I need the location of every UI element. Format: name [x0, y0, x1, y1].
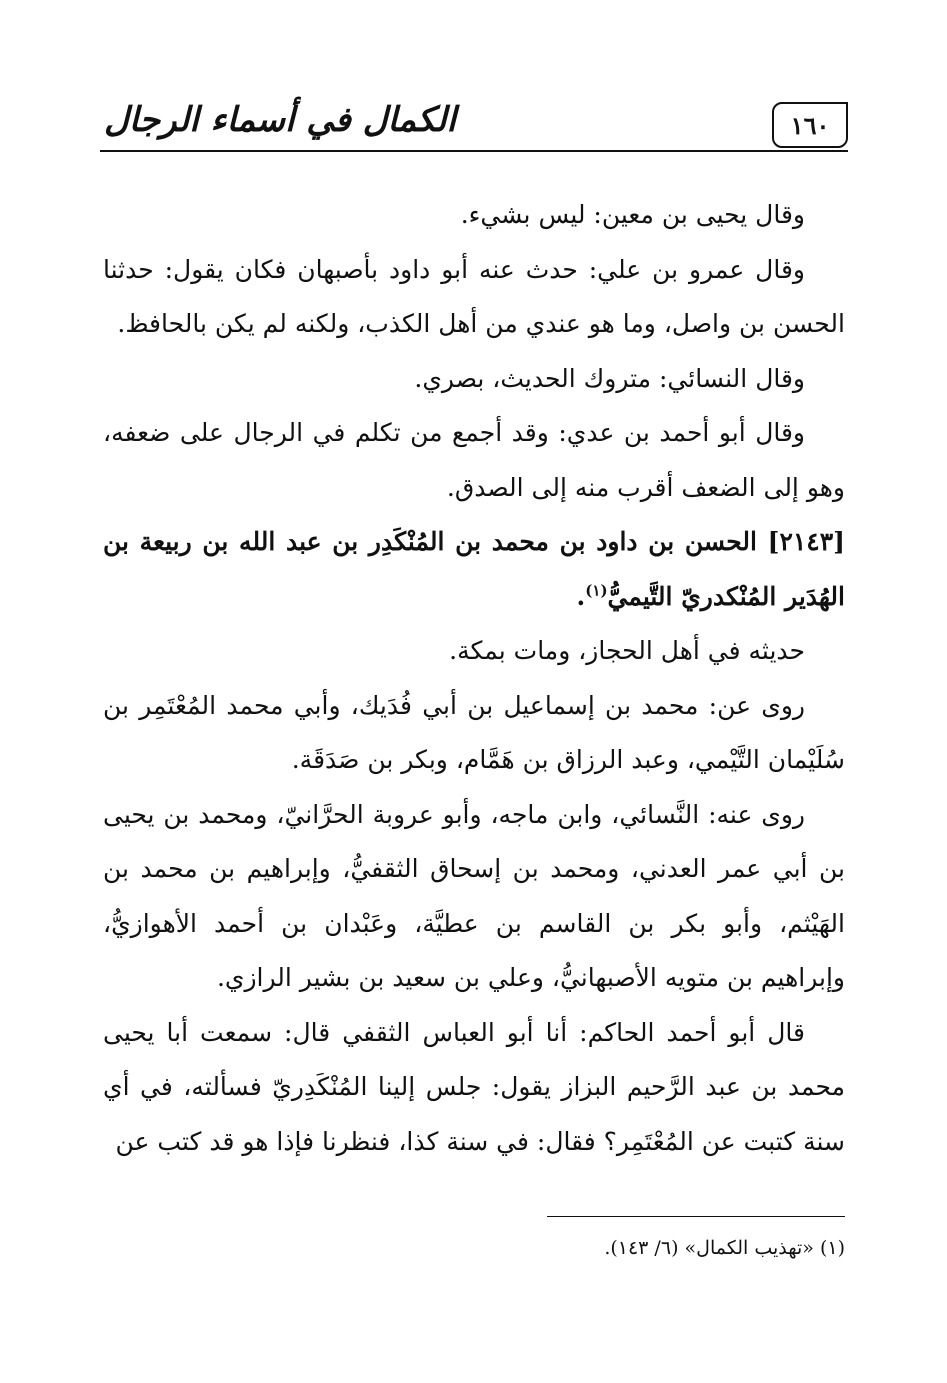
paragraph-abu-ahmad-hakim: قال أبو أحمد الحاكم: أنا أبو العباس الثقفي قال: سمعت أبا يحيى محمد بن عبد الرَّحيم البزاز يقول: جلس إلينا المُنْكَدِريّ فسألته، في أي سنة كتبت عن المُعْتَمِر؟ فقال: في سنة كذا، فنظرنا فإذا هو قد كتب عن — [103, 1017, 845, 1156]
paragraph-hadith-origin: حديثه في أهل الحجاز، ومات بمكة. — [449, 636, 805, 665]
page-header — [100, 96, 848, 158]
paragraph-narrated-by: روى عنه: النَّسائي، وابن ماجه، وأبو عروبة الحرَّانيّ، ومحمد بن يحيى بن أبي عمر العدني، ومحمد بن إسحاق الثقفيُّ، وإبراهيم بن محمد بن الهَيْثم، وأبو بكر بن القاسم بن عطيَّة، وعَبْدان بن أحمد الأهوازيُّ، وإبراهيم بن متويه الأصبهانيُّ، وعلي بن سعيد بن بشير الرازي. — [103, 799, 845, 992]
entry-heading-end: . — [576, 581, 586, 611]
entry-heading-text: [٢١٤٣] الحسن بن داود بن محمد بن المُنْكَدِر بن عبد الله بن ربيعة بن الهُدَير المُنْكدريّ التَّيميُّ — [103, 527, 845, 611]
book-title: الكمال في أسماء الرجال — [104, 100, 456, 140]
paragraph-yahya-ibn-main: وقال يحيى بن معين: ليس بشيء. — [460, 200, 805, 229]
paragraph-ibn-adi: وقال أبو أحمد بن عدي: وقد أجمع من تكلم في الرجال على ضعفه، وهو إلى الضعف أقرب منه إلى الصدق. — [103, 418, 845, 502]
paragraph-narrated-from: روى عن: محمد بن إسماعيل بن أبي فُدَيك، وأبي محمد المُعْتَمِر بن سُلَيْمان التَّيْمي، وعبد الرزاق بن هَمَّام، وبكر بن صَدَقَة. — [103, 690, 845, 774]
footnote-reference[interactable]: (١) — [585, 581, 608, 600]
page-number: ١٦٠ — [772, 102, 848, 148]
footnote-divider — [547, 1216, 845, 1217]
header-divider — [100, 150, 848, 152]
paragraph-amr-ibn-ali: وقال عمرو بن علي: حدث عنه أبو داود بأصبهان فكان يقول: حدثنا الحسن بن واصل، وما هو عندي من أهل الكذب، ولكنه لم يكن بالحافظ. — [103, 254, 845, 338]
paragraph-nasai: وقال النسائي: متروك الحديث، بصري. — [414, 363, 805, 393]
main-text — [103, 188, 845, 1169]
footnote-text: (١) «تهذيب الكمال» (٦/ ١٤٣). — [604, 1237, 845, 1259]
entry-heading — [103, 515, 845, 624]
